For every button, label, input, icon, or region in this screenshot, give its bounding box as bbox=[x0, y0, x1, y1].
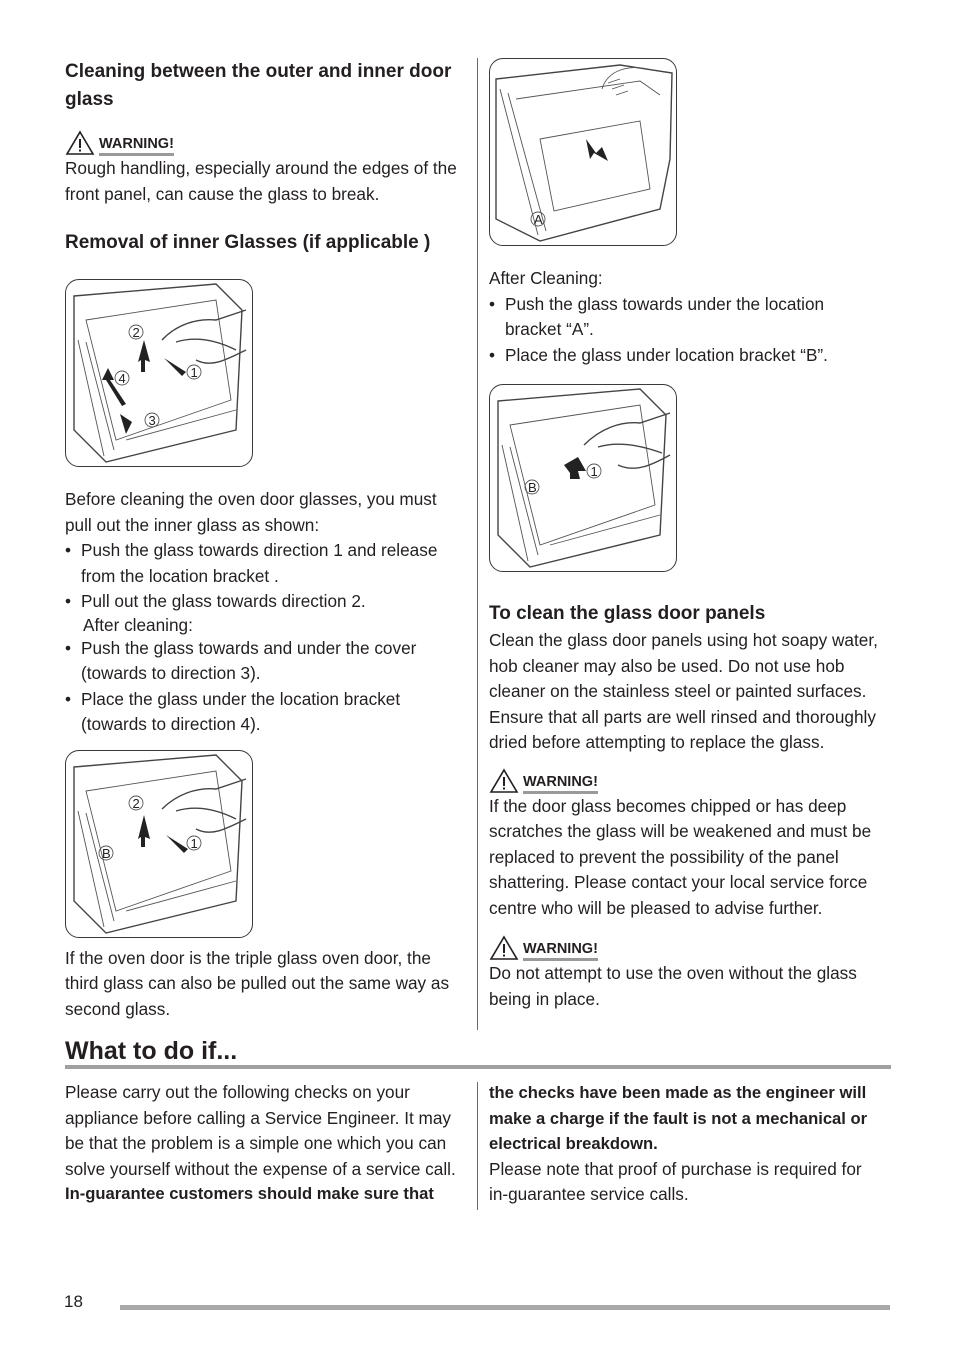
list-item: • Push the glass towards under the location bracket “A”. bbox=[489, 292, 884, 343]
left-column bbox=[65, 58, 465, 1022]
illustration-push-under-bracket-a bbox=[489, 58, 677, 246]
checks-intro: Please carry out the following checks on your appliance before calling a Service Engineer. It may be that the problem is a simple one which you can solve yourself without the expense of a service call. bbox=[65, 1082, 456, 1179]
after-cleaning-bullets bbox=[489, 292, 884, 369]
fig4-label-b: B bbox=[528, 480, 537, 495]
heading-removal-inner-glasses: Removal of inner Glasses (if applicable ) bbox=[65, 232, 431, 253]
right-column bbox=[489, 58, 884, 1012]
removal-steps bbox=[65, 538, 465, 615]
after-cleaning-label: After cleaning: bbox=[83, 614, 193, 635]
warning-text: Do not attempt to use the oven without the glass being in place. bbox=[489, 963, 857, 1009]
guarantee-note-end: the checks have been made as the engineer will make a charge if the fault is not a mechanical or electrical breakdown. bbox=[489, 1083, 868, 1153]
proof-of-purchase-text: Please note that proof of purchase is required for in-guarantee service calls. bbox=[489, 1158, 862, 1204]
section-title-rule bbox=[65, 1065, 891, 1069]
column-divider-bottom bbox=[477, 1082, 478, 1210]
warning-triangle-icon bbox=[489, 935, 519, 961]
list-item: • Pull out the glass towards direction 2. bbox=[65, 589, 465, 615]
fig2-label-2: 2 bbox=[132, 795, 140, 811]
illustration-place-under-bracket-b bbox=[489, 384, 677, 572]
warning-triangle-icon bbox=[65, 130, 95, 156]
section-left-text bbox=[65, 1080, 465, 1206]
section-right-text bbox=[489, 1080, 884, 1207]
triple-glass-note: If the oven door is the triple glass oven door, the third glass can also be pulled out the same way as second glass. bbox=[65, 947, 450, 1019]
warning-text: Rough handling, especially around the edges of the front panel, can cause the glass to break. bbox=[65, 158, 457, 204]
after-cleaning-heading: After Cleaning: bbox=[489, 268, 603, 288]
heading-clean-glass-panels: To clean the glass door panels bbox=[489, 603, 766, 624]
list-item: • Place the glass under the location bracket (towards to direction 4). bbox=[65, 687, 465, 738]
warning-label: WARNING! bbox=[523, 774, 598, 794]
warning-1 bbox=[65, 130, 465, 156]
column-divider-top bbox=[477, 58, 478, 1030]
warning-2 bbox=[489, 768, 884, 794]
fig2-label-b: B bbox=[102, 845, 111, 861]
refit-steps bbox=[65, 636, 465, 738]
guarantee-note-start: In-guarantee customers should make sure that bbox=[65, 1184, 434, 1203]
warning-triangle-icon bbox=[489, 768, 519, 794]
list-item: • Place the glass under location bracket “B”. bbox=[489, 343, 884, 369]
illustration-pull-out-glass bbox=[65, 750, 253, 938]
fig1-label-2: 2 bbox=[132, 325, 140, 340]
list-item: • Push the glass towards and under the cover (towards to direction 3). bbox=[65, 636, 465, 687]
warning-text: If the door glass becomes chipped or has deep scratches the glass will be weakened and must be replaced to prevent the possibility of the panel shattering. Please contact your local service force centre who will be pleased to advise further. bbox=[489, 795, 872, 918]
warning-label: WARNING! bbox=[523, 941, 598, 961]
warning-label: WARNING! bbox=[99, 136, 174, 156]
fig1-label-1: 1 bbox=[190, 365, 198, 380]
fig3-label-a: A bbox=[534, 212, 543, 227]
fig1-label-4: 4 bbox=[118, 371, 126, 386]
intro-text: Before cleaning the oven door glasses, you must pull out the inner glass as shown: bbox=[65, 489, 437, 535]
clean-panels-text: Clean the glass door panels using hot soapy water, hob cleaner may also be used. Do not use hob cleaner on the stainless steel or painted surfaces. Ensure that all parts are well rinsed and thoroughly dried before attempting to replace the glass. bbox=[489, 630, 878, 752]
section-title: What to do if... bbox=[65, 1037, 238, 1065]
fig1-label-3: 3 bbox=[148, 413, 156, 428]
list-item: • Push the glass towards direction 1 and release from the location bracket . bbox=[65, 538, 465, 589]
fig4-label-1: 1 bbox=[590, 464, 598, 479]
fig2-label-1: 1 bbox=[190, 835, 198, 851]
illustration-remove-inner-glass bbox=[65, 279, 253, 467]
heading-cleaning-between-glass: Cleaning between the outer and inner door glass bbox=[65, 61, 452, 110]
page-number: 18 bbox=[64, 1292, 83, 1311]
warning-3 bbox=[489, 935, 884, 961]
footer-rule bbox=[120, 1305, 890, 1310]
